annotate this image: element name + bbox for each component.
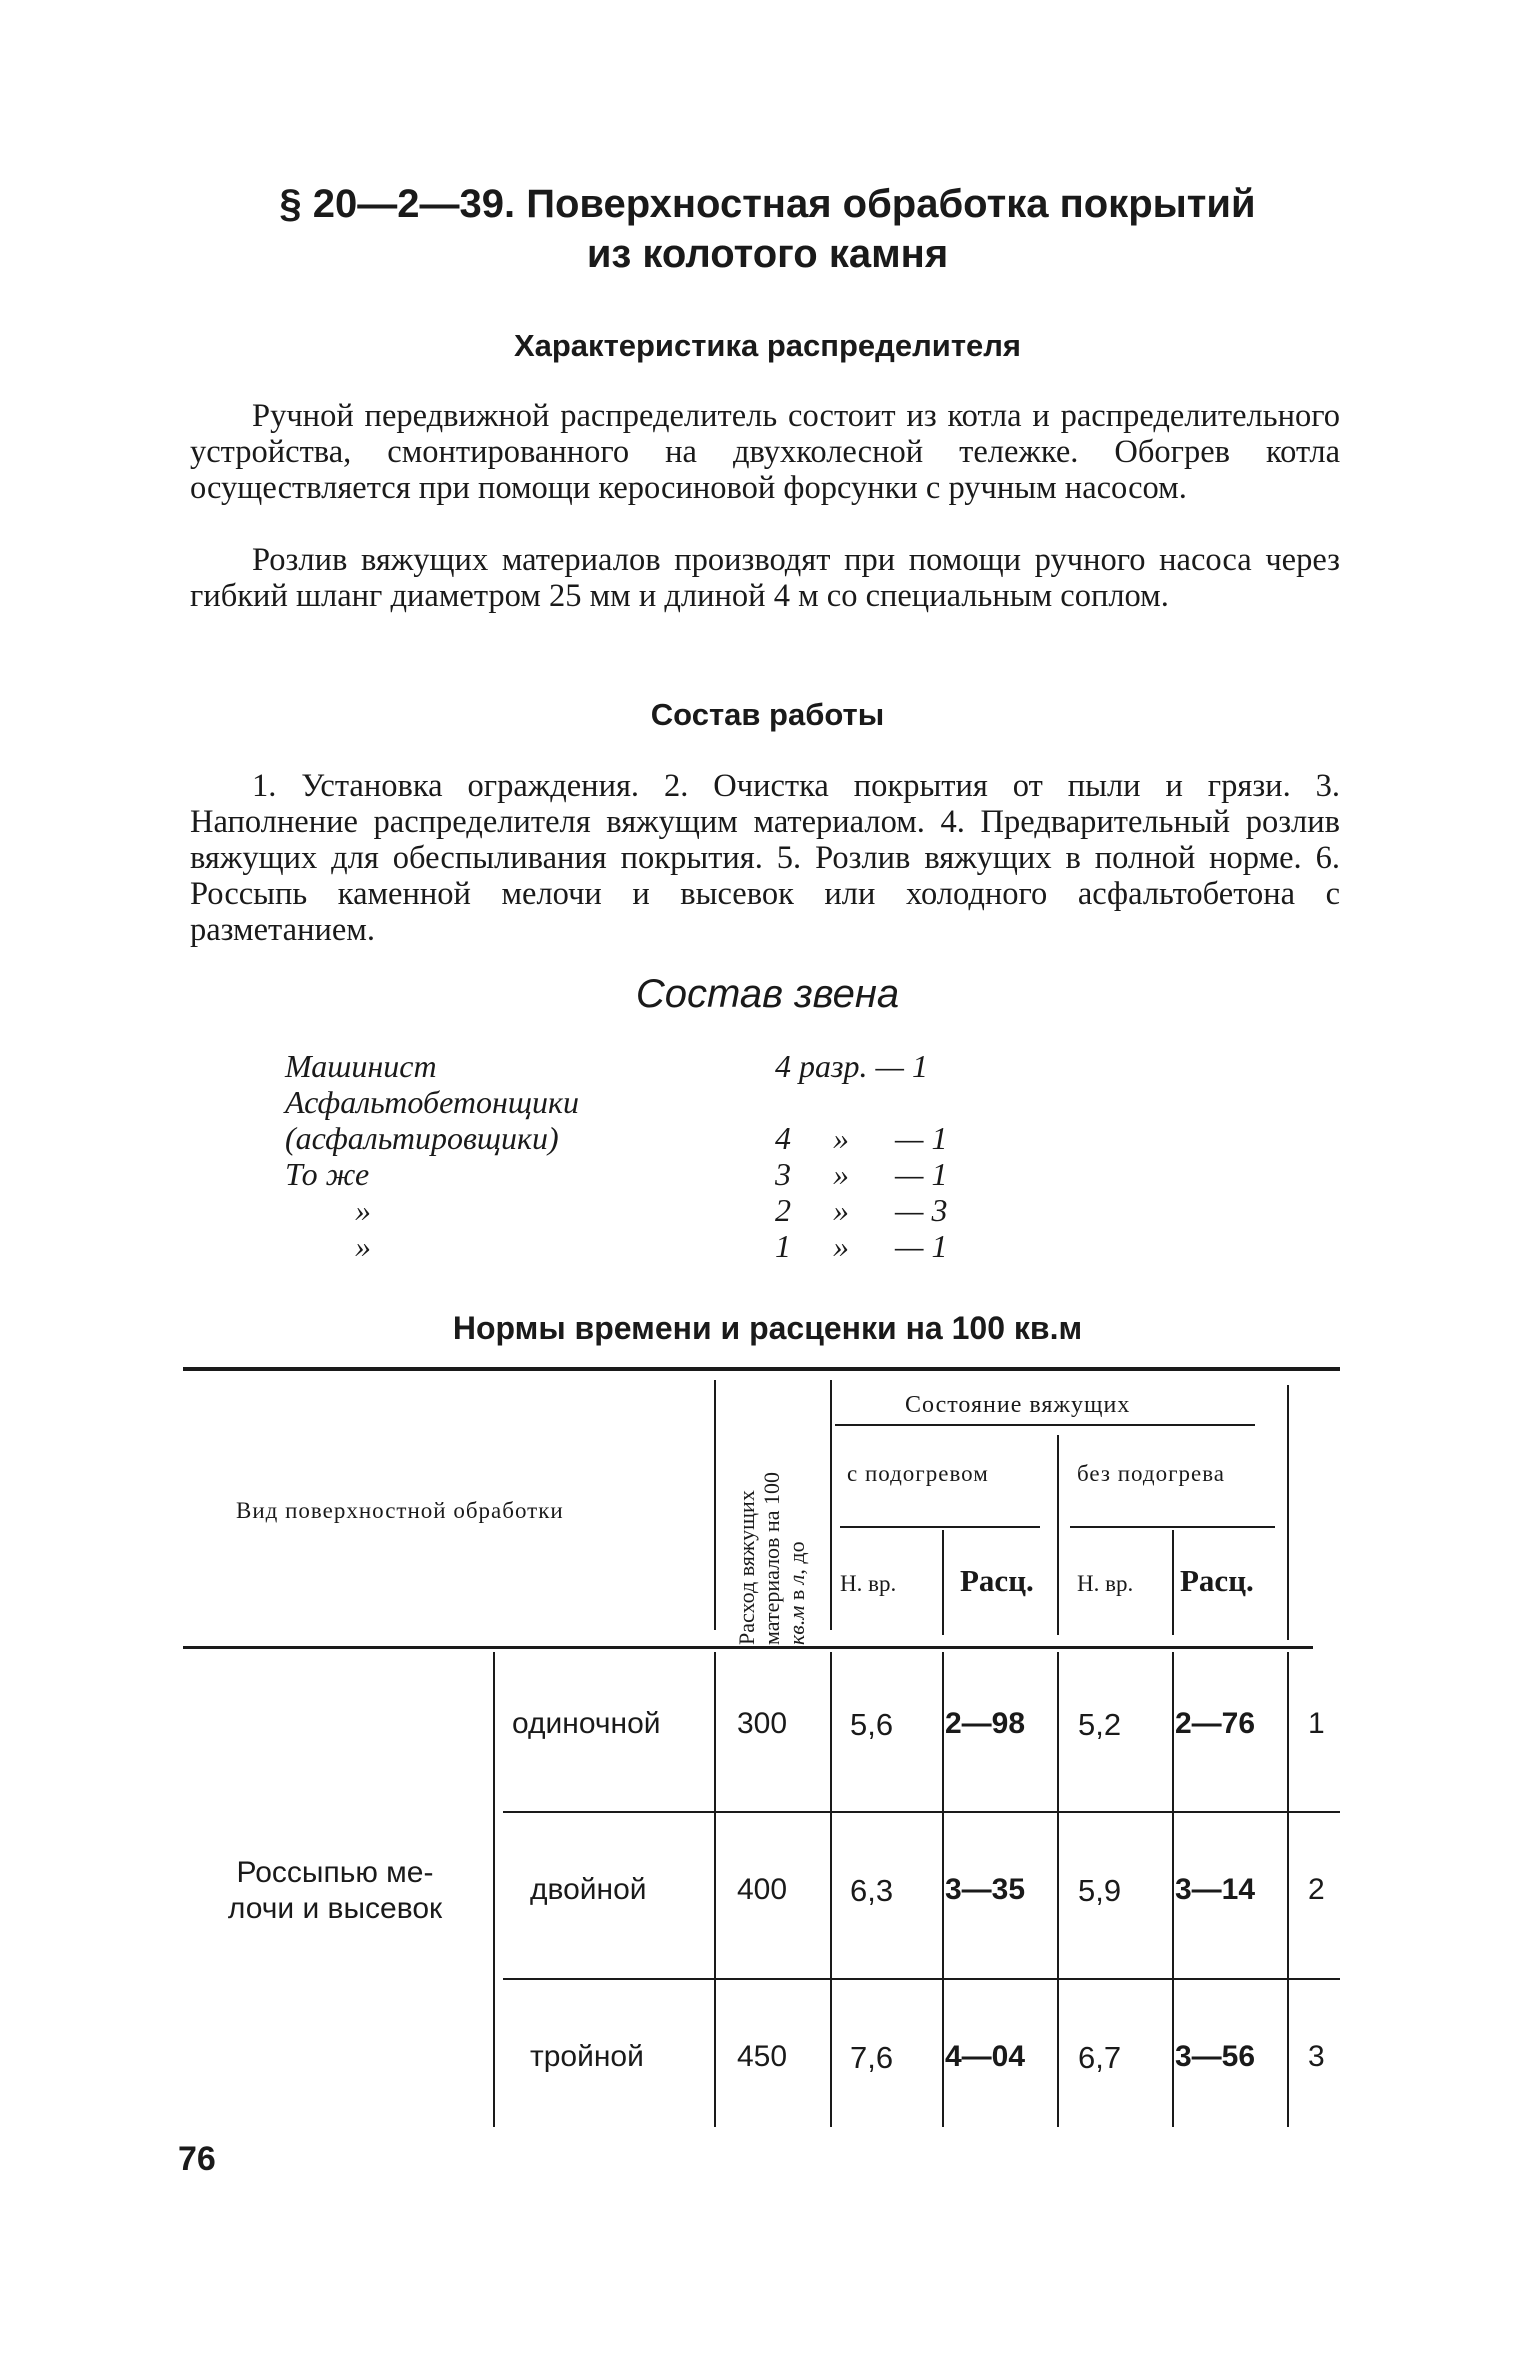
body-divider xyxy=(714,1652,716,2127)
crew-row xyxy=(285,1228,985,1264)
crew-title: Состав звена xyxy=(635,972,900,1016)
characteristics-paragraph-1: Ручной передвижной распределитель состоит из котла и распределительного устройства, смонтированного на двухколесной тележке. Обогрев котла осуществляется при помощи керосиновой форсунки с ручным насосом. xyxy=(190,398,1340,506)
crew-role: » xyxy=(355,1192,371,1228)
header-time-unheated: Н. вр. xyxy=(1077,1571,1134,1596)
unit-in: в xyxy=(784,1584,809,1606)
crew-grade: 4 xyxy=(775,1120,791,1156)
header-rule xyxy=(1070,1526,1275,1528)
crew-role: » xyxy=(355,1228,371,1264)
header-consumption-line: Расход вяжущих xyxy=(734,1490,759,1645)
row-rate-heated: 2—98 xyxy=(945,1707,1026,1740)
section-title-line-2: из колотого камня xyxy=(586,232,949,276)
crew-role: То же xyxy=(285,1156,370,1192)
crew-row xyxy=(285,1120,985,1156)
crew-grade: 3 xyxy=(775,1156,791,1192)
header-rule xyxy=(835,1424,1255,1426)
body-divider xyxy=(1287,1652,1289,2127)
header-consumption-line xyxy=(784,1395,809,1645)
body-divider xyxy=(493,1652,495,2127)
header-type: Вид поверхностной обработки xyxy=(236,1498,564,1523)
row-consumption: 300 xyxy=(737,1707,788,1740)
row-rate-unheated: 3—56 xyxy=(1175,2040,1256,2073)
header-divider xyxy=(942,1530,944,1635)
work-composition-title: Состав работы xyxy=(650,697,885,732)
row-time-heated: 7,6 xyxy=(850,2040,894,2075)
row-rate-unheated: 2—76 xyxy=(1175,1707,1256,1740)
norms-title: Нормы времени и расценки на 100 кв.м xyxy=(452,1310,1083,1346)
header-state: Состояние вяжущих xyxy=(905,1392,1131,1418)
crew-count: — 3 xyxy=(895,1192,948,1228)
crew-count: — 1 xyxy=(895,1120,948,1156)
row-consumption: 400 xyxy=(737,1873,788,1906)
table-top-rule xyxy=(183,1367,1340,1371)
row-number: 2 xyxy=(1308,1873,1325,1906)
row-time-heated: 5,6 xyxy=(850,1707,894,1742)
row-time-unheated: 5,2 xyxy=(1078,1707,1122,1742)
table-header-rule xyxy=(183,1646,1313,1649)
row-time-unheated: 5,9 xyxy=(1078,1873,1122,1908)
crew-grade: 1 xyxy=(775,1228,791,1264)
row-rule xyxy=(503,1978,1340,1980)
header-rate-unheated: Расц. xyxy=(1180,1563,1254,1598)
crew-row xyxy=(285,1084,985,1120)
group-label-line: лочи и высевок xyxy=(227,1892,443,1925)
row-rule xyxy=(503,1811,1340,1813)
row-rate-unheated: 3—14 xyxy=(1175,1873,1256,1906)
header-time-heated: Н. вр. xyxy=(840,1571,897,1596)
crew-ditto: » xyxy=(833,1120,849,1156)
header-unheated: без подогрева xyxy=(1077,1461,1225,1486)
unit-l: л xyxy=(784,1574,809,1585)
row-number: 3 xyxy=(1308,2040,1325,2073)
crew-role: (асфальтировщики) xyxy=(285,1120,559,1156)
crew-grade: 2 xyxy=(775,1192,791,1228)
crew-ditto: » xyxy=(833,1192,849,1228)
row-consumption: 450 xyxy=(737,2040,788,2073)
crew-count: — 1 xyxy=(895,1228,948,1264)
section-title-line-1: § 20—2—39. Поверхностная обработка покрытий xyxy=(279,182,1256,226)
row-time-heated: 6,3 xyxy=(850,1873,894,1908)
header-consumption xyxy=(734,1395,814,1645)
body-divider xyxy=(1172,1652,1174,2127)
row-rate-heated: 4—04 xyxy=(945,2040,1026,2073)
unit-kvm: кв.м xyxy=(784,1605,809,1645)
row-rate-heated: 3—35 xyxy=(945,1873,1026,1906)
header-consumption-line: материалов на 100 xyxy=(759,1472,784,1645)
header-divider xyxy=(714,1380,716,1630)
row-kind: одиночной xyxy=(512,1707,661,1740)
group-label-line: Россыпью ме- xyxy=(236,1856,434,1889)
row-time-unheated: 6,7 xyxy=(1078,2040,1122,2075)
crew-ditto: » xyxy=(833,1156,849,1192)
header-heated: с подогревом xyxy=(847,1461,989,1486)
row-kind: тройной xyxy=(530,2040,644,2073)
work-composition-paragraph: 1. Установка ограждения. 2. Очистка покрытия от пыли и грязи. 3. Наполнение распределителя вяжущим материалом. 4. Предварительный розлив вяжущих для обеспыливания покрытия. 5. Розлив вяжущих в полной норме. 6. Россыпь каменной мелочи и высевок или холодного асфальтобетона с разметанием. xyxy=(190,768,1340,948)
crew-ditto: » xyxy=(833,1228,849,1264)
crew-row xyxy=(285,1192,985,1228)
unit-up-to: , до xyxy=(784,1541,809,1575)
row-number: 1 xyxy=(1308,1707,1325,1740)
body-divider xyxy=(830,1652,832,2127)
crew-row xyxy=(285,1156,985,1192)
header-rule xyxy=(840,1526,1040,1528)
header-divider xyxy=(1287,1385,1289,1640)
crew-row xyxy=(285,1048,985,1084)
crew-role: Машинист xyxy=(285,1048,437,1084)
header-rate-heated: Расц. xyxy=(960,1563,1034,1598)
header-divider xyxy=(830,1380,832,1630)
characteristics-title: Характеристика распределителя xyxy=(513,328,1022,363)
row-kind: двойной xyxy=(530,1873,647,1906)
crew-role: Асфальтобетонщики xyxy=(285,1084,579,1120)
body-divider xyxy=(1057,1652,1059,2127)
header-divider xyxy=(1057,1435,1059,1635)
crew-count: — 1 xyxy=(895,1156,948,1192)
group-label xyxy=(215,1855,455,1927)
body-divider xyxy=(942,1652,944,2127)
crew-grade: 4 разр. — 1 xyxy=(775,1048,928,1084)
page-number: 76 xyxy=(178,2140,216,2178)
header-divider xyxy=(1172,1530,1174,1635)
crew-list xyxy=(285,1048,985,1264)
characteristics-paragraph-2: Розлив вяжущих материалов производят при помощи ручного насоса через гибкий шланг диаметром 25 мм и длиной 4 м со специальным соплом. xyxy=(190,542,1340,614)
